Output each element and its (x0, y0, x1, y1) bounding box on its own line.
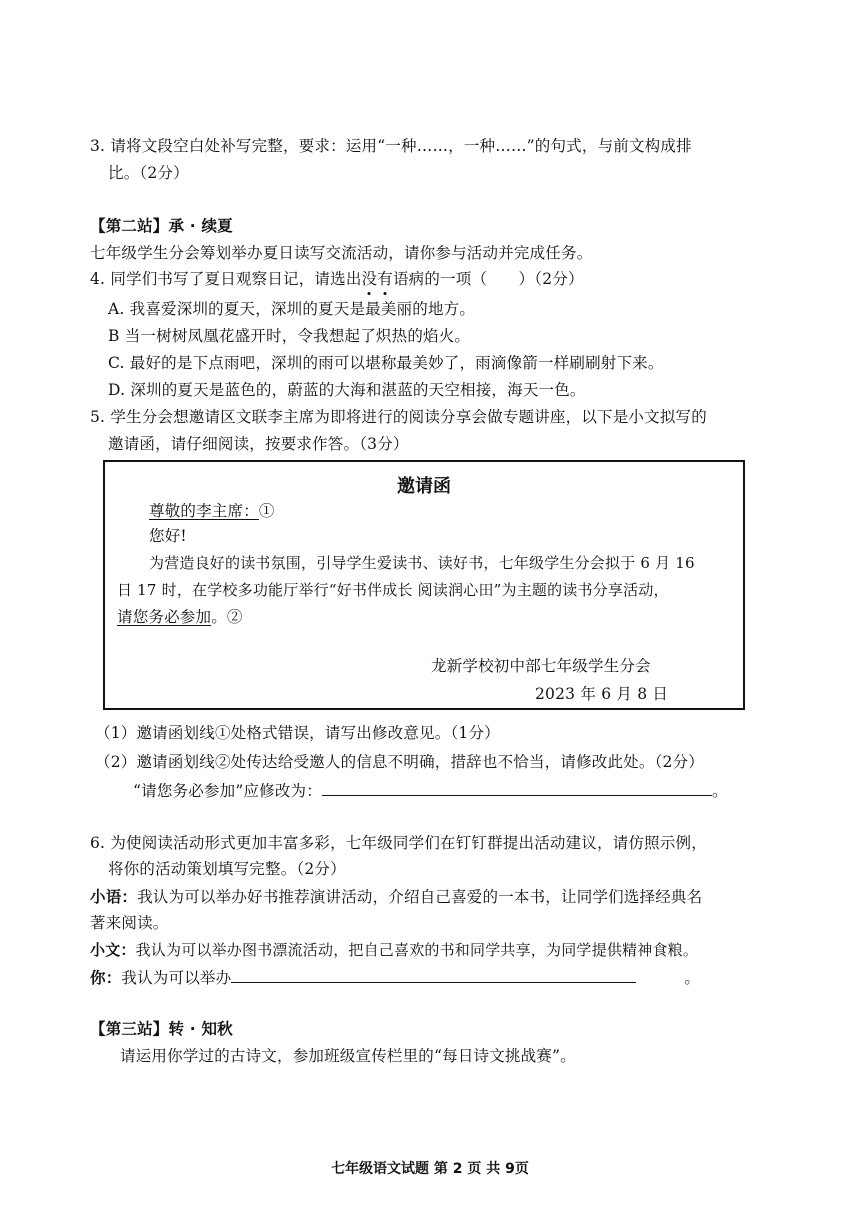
marker-1: ① (258, 502, 275, 520)
q5-sub2: （2）邀请函划线②处传达给受邀人的信息不明确，措辞也不恰当，请修改此处。（2分） (95, 753, 704, 771)
invitation-greeting: 您好! (149, 527, 187, 545)
invitation-box (103, 460, 745, 710)
xiaoyu-label: 小语： (90, 887, 138, 906)
you-text: 我认为可以举办 (121, 969, 232, 987)
q4-prefix: 4. 同学们书写了夏日观察日记，请选出 (90, 270, 362, 288)
station3-intro: 请运用你学过的古诗文，参加班级宣传栏里的“每日诗文挑战赛”。 (120, 1047, 576, 1065)
q6-you (90, 966, 700, 989)
q3-line1: 3. 请将文段空白处补写完整，要求：运用“一种……，一种……”的句式，与前文构成排 (90, 137, 692, 155)
invitation-salutation (149, 500, 275, 522)
body3-end: 。 (211, 608, 227, 626)
q5-sub2-answer (133, 779, 728, 802)
q4-emphasis-char-1: 没 (361, 270, 378, 288)
q6-xiaoyu-line2: 著来阅读。 (90, 914, 169, 932)
station2-intro: 七年级学生分会筹划举办夏日读写交流活动，请你参与活动并完成任务。 (90, 244, 593, 262)
page-footer: 七年级语文试题 第 2 页 共 9页 (331, 1161, 529, 1177)
xiaoyu-text-1: 我认为可以举办好书推荐演讲活动，介绍自己喜爱的一本书，让同学们选择经典名 (137, 888, 703, 906)
q5-line2: 邀请函，请仔细阅读，按要求作答。（3分） (108, 435, 409, 453)
you-label: 你： (90, 968, 122, 987)
invitation-body-3 (117, 606, 243, 628)
you-blank[interactable] (231, 966, 636, 983)
salutation-text: 尊敬的李主席： (149, 502, 259, 520)
q6-xiaoyu-line1 (90, 886, 702, 908)
you-end: 。 (684, 969, 701, 987)
answer-end: 。 (711, 782, 728, 800)
q6-line1: 6. 为使阅读活动形式更加丰富多彩，七年级同学们在钉钉群提出活动建议，请仿照示例， (90, 834, 707, 852)
q4-stem (90, 268, 584, 290)
q4-option-a: A. 我喜爱深圳的夏天，深圳的夏天是最美丽的地方。 (108, 300, 476, 318)
invitation-body-1: 为营造良好的读书氛围，引导学生爱读书、读好书，七年级学生分会拟于 6 月 16 (149, 554, 695, 572)
xiaowen-text: 我认为可以举办图书漂流活动，把自己喜欢的书和同学共享，为同学提供精神食粮。 (135, 941, 699, 959)
q4-option-b: B 当一树树凤凰花盛开时，令我想起了炽热的焰火。 (108, 327, 471, 345)
station3-title: 【第三站】转 · 知秋 (90, 1020, 233, 1038)
answer-blank[interactable] (322, 779, 712, 796)
q4-option-c: C. 最好的是下点雨吧，深圳的雨可以堪称最美妙了，雨滴像箭一样刷刷射下来。 (108, 354, 664, 372)
invitation-date: 2023 年 6 月 8 日 (535, 685, 669, 703)
invitation-body-2: 日 17 时，在学校多功能厅举行“好书伴成长 阅读润心田”为主题的读书分享活动， (117, 581, 669, 599)
xiaowen-label: 小文： (90, 941, 136, 959)
q4-suffix: 语病的一项（ ）（2分） (392, 270, 584, 288)
q6-line2: 将你的活动策划填写完整。（2分） (108, 860, 346, 878)
q4-emphasis-char-2: 有 (377, 270, 393, 288)
underlined-phrase: 请您务必参加 (117, 608, 212, 626)
q5-line1: 5. 学生分会想邀请区文联李主席为即将进行的阅读分享会做专题讲座，以下是小文拟写的 (90, 408, 707, 426)
q3-line2: 比。（2分） (108, 164, 189, 182)
station2-title: 【第二站】承 · 续夏 (90, 217, 233, 235)
marker-2: ② (226, 608, 243, 626)
invitation-title: 邀请函 (397, 476, 451, 497)
answer-prefix: “请您务必参加”应修改为： (133, 782, 322, 800)
invitation-sender: 龙新学校初中部七年级学生分会 (431, 657, 651, 675)
q6-xiaowen (90, 939, 698, 961)
q4-option-d: D. 深圳的夏天是蓝色的，蔚蓝的大海和湛蓝的天空相接，海天一色。 (108, 381, 586, 399)
q5-sub1: （1）邀请函划线①处格式错误，请写出修改意见。（1分） (95, 724, 500, 742)
